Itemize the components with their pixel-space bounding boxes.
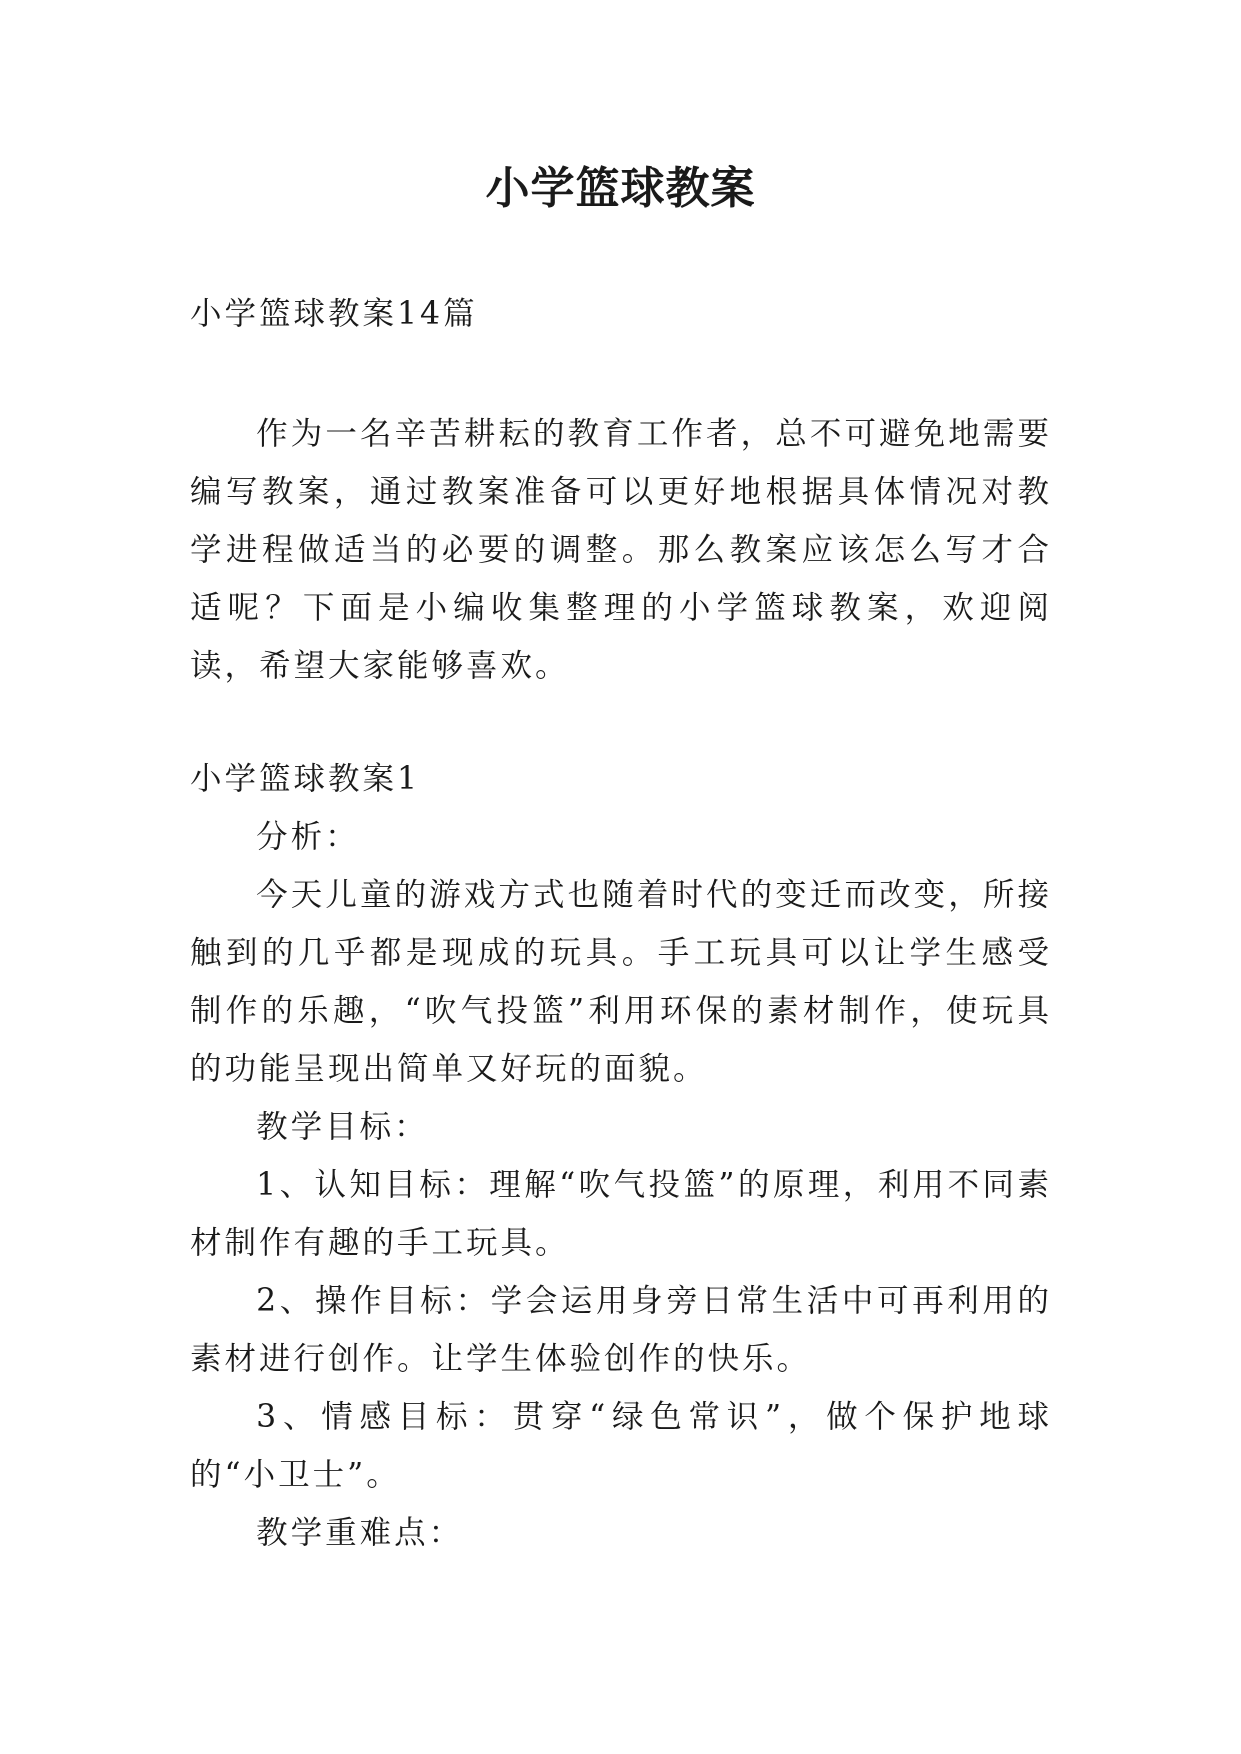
paragraph-goal-1: 1、认知目标：理解“吹气投篮”的原理，利用不同素材制作有趣的手工玩具。 xyxy=(190,1167,1052,1261)
intro-paragraph: 作为一名辛苦耕耘的教育工作者，总不可避免地需要编写教案，通过教案准备可以更好地根据具体情况对教学进程做适当的必要的调整。那么教案应该怎么写才合适呢？下面是小编收集整理的小学篮球教案，欢迎阅读，希望大家能够喜欢。 xyxy=(190,416,1052,684)
document-subtitle: 小学篮球教案14篇 xyxy=(190,296,478,332)
paragraph-analysis-heading: 分析： xyxy=(256,819,360,855)
paragraph-analysis: 今天儿童的游戏方式也随着时代的变迁而改变，所接触到的几乎都是现成的玩具。手工玩具可以让学生感受制作的乐趣，“吹气投篮”利用环保的素材制作，使玩具的功能呈现出简单又好玩的面貌。 xyxy=(190,877,1052,1087)
section-body xyxy=(190,808,1052,1562)
section-heading: 小学篮球教案1 xyxy=(190,761,421,797)
paragraph-goal-3: 3、情感目标：贯穿“绿色常识”，做个保护地球的“小卫士”。 xyxy=(190,1399,1052,1493)
paragraph-goals-heading: 教学目标： xyxy=(256,1109,429,1145)
document-title: 小学篮球教案 xyxy=(485,163,756,214)
paragraph-goal-2: 2、操作目标：学会运用身旁日常生活中可再利用的素材进行创作。让学生体验创作的快乐。 xyxy=(190,1283,1052,1377)
paragraph-key-points-heading: 教学重难点： xyxy=(256,1515,464,1551)
